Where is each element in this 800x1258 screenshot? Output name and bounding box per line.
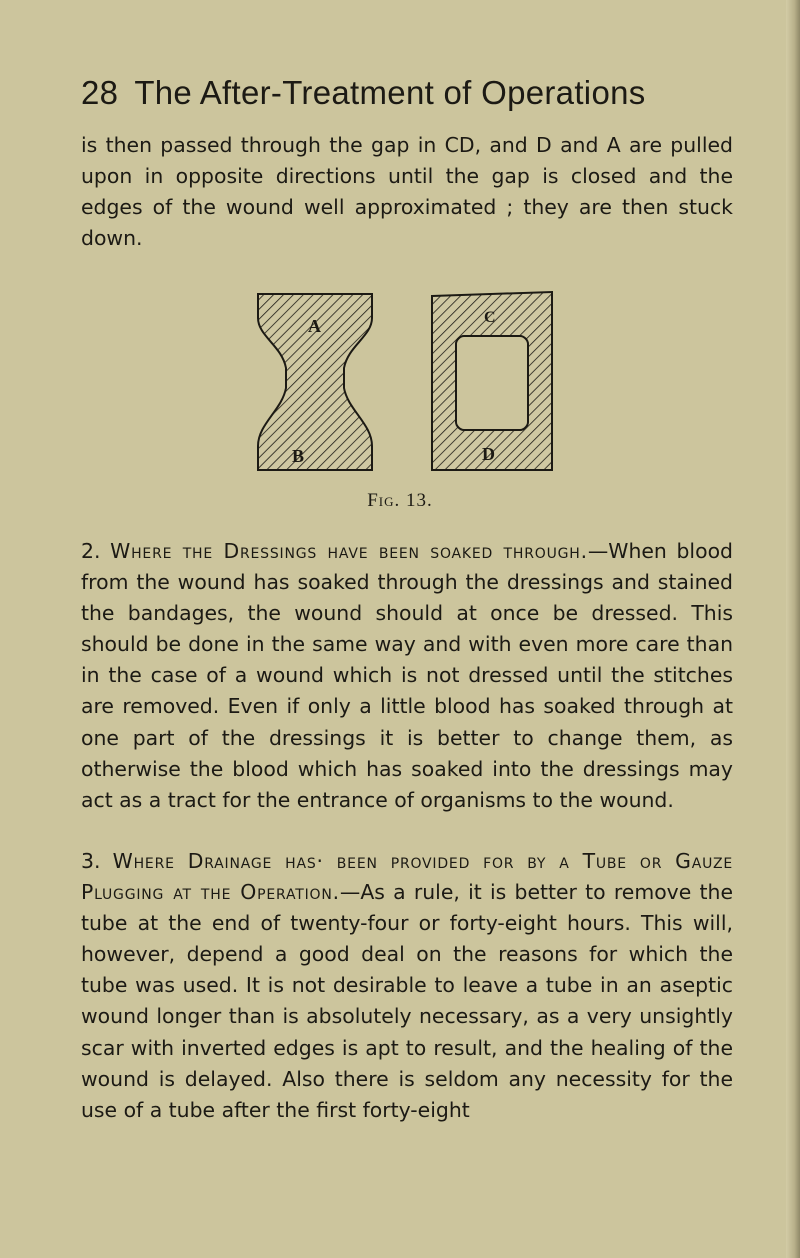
section-3-heading: Where Drainage has· been provided for by a Tube or Gauze Plugging at the Operation. — [81, 849, 733, 905]
section-2-heading: Where the Dressings have been soaked through. — [110, 539, 588, 563]
label-c: C — [484, 309, 496, 326]
section-3-number: 3. — [81, 849, 101, 873]
section-2-number: 2. — [81, 539, 101, 563]
running-header — [81, 74, 646, 112]
paragraph-continuation: is then passed through the gap in CD, and D and A are pulled upon in opposite directions until the gap is closed and the edges of the wound well approximated ; they are then stuck down. — [81, 133, 733, 251]
label-b: B — [292, 446, 305, 466]
section-2-paragraph — [81, 536, 733, 816]
label-d: D — [482, 444, 495, 464]
section-3-text: —As a rule, it is better to remove the tube at the end of twenty-four or forty-eight hours. This will, however, depend a good deal on the reasons for which the tube was used. It is not desirable to leave a tube in an aseptic wound longer than is absolutely necessary, as a very unsightly scar with inverted edges is apt to result, and the healing of the wound is delayed. Also there is seldom any necessity for the use of a tube after the first forty-eight — [81, 880, 733, 1122]
page-number: 28 — [81, 74, 119, 111]
section-2-text: —When blood from the wound has soaked through the dressings and stained the bandages, the wound should at once be dressed. This should be done in the same way and with even more care than in the case of a wound which is not dressed until the stitches are removed. Even if only a little blood has soaked through at one part of the dressings it is better to change them, as otherwise the blood which has soaked into the dressings may act as a tract for the entrance of organisms to the wound. — [81, 539, 733, 812]
figure-13-dressing-diagram — [250, 288, 560, 474]
running-title: The After-Treatment of Operations — [134, 74, 646, 111]
figure-caption: Fig. 13. — [367, 490, 433, 511]
section-3-paragraph — [81, 846, 733, 1126]
label-a: A — [308, 316, 321, 336]
page-edge — [786, 0, 800, 1258]
